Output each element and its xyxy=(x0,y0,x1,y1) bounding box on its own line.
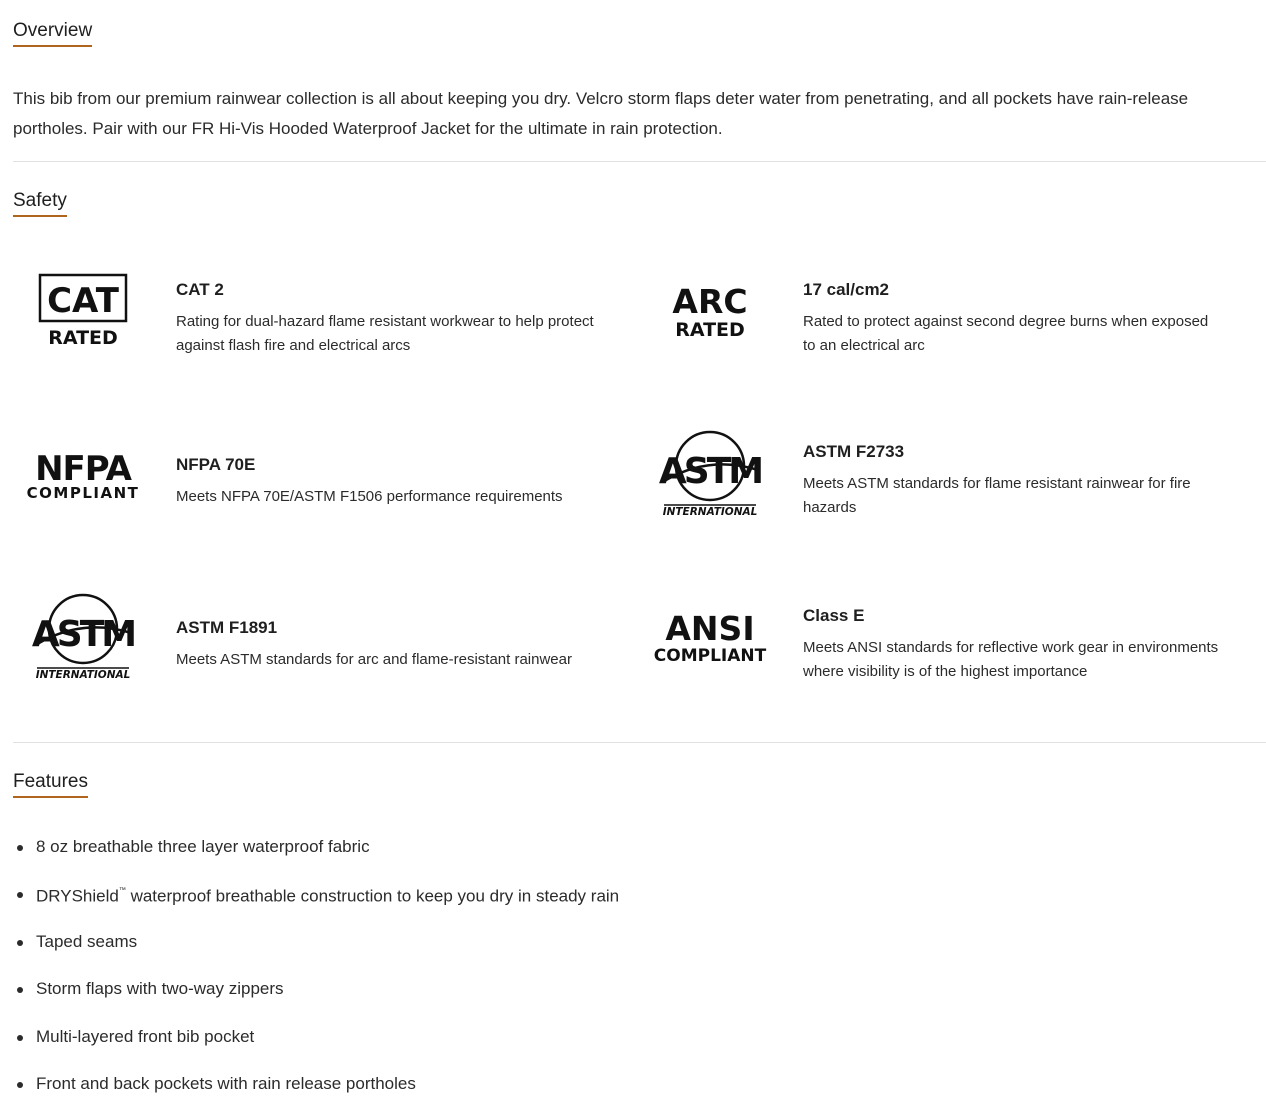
trademark-mark: ™ xyxy=(118,887,126,895)
list-item: Front and back pockets with rain release portholes xyxy=(13,1069,619,1110)
safety-item-astm-f1891 xyxy=(13,583,613,693)
svg-text:CAT: CAT xyxy=(47,281,119,321)
arc-rated-icon xyxy=(640,260,780,370)
safety-item-cat xyxy=(13,260,613,370)
bullet-icon xyxy=(17,1082,23,1088)
astm-international-icon xyxy=(640,420,780,530)
svg-text:ARC: ARC xyxy=(672,282,748,321)
divider xyxy=(13,742,1266,743)
safety-title: ASTM F2733 xyxy=(803,442,905,461)
svg-text:ASTM: ASTM xyxy=(31,614,135,655)
safety-description: Meets ASTM standards for flame resistant rainwear for fire hazards xyxy=(803,475,1191,516)
safety-description: Meets NFPA 70E/ASTM F1506 performance requirements xyxy=(176,488,563,505)
ansi-compliant-icon xyxy=(640,583,780,693)
safety-item-arc xyxy=(640,260,1240,370)
safety-description: Rating for dual-hazard flame resistant workwear to help protect against flash fire and electrical arcs xyxy=(176,313,594,354)
svg-text:INTERNATIONAL: INTERNATIONAL xyxy=(35,669,131,681)
safety-description: Meets ASTM standards for arc and flame-resistant rainwear xyxy=(176,651,572,668)
astm-international-icon xyxy=(13,583,153,693)
safety-item-ansi xyxy=(640,583,1240,693)
safety-title: CAT 2 xyxy=(176,280,224,299)
safety-title: NFPA 70E xyxy=(176,455,256,474)
safety-description: Meets ANSI standards for reflective work gear in environments where visibility is of the highest importance xyxy=(803,639,1219,680)
safety-title: ASTM F1891 xyxy=(176,618,278,637)
features-heading[interactable]: Features xyxy=(13,771,88,798)
overview-text: This bib from our premium rainwear collection is all about keeping you dry. Velcro storm flaps deter water from penetrating, and all pockets have rain-release portholes. Pair with our FR Hi-Vis Hooded Waterproof Jacket for the ultimate in rain protection. xyxy=(13,89,1189,138)
svg-text:INTERNATIONAL: INTERNATIONAL xyxy=(662,506,758,518)
list-item: DRYShield™ waterproof breathable construction to keep you dry in steady rain xyxy=(13,879,619,926)
bullet-icon xyxy=(17,940,23,946)
safety-title: 17 cal/cm2 xyxy=(803,280,890,299)
bullet-icon xyxy=(17,845,23,851)
list-item: Taped seams xyxy=(13,927,619,974)
safety-item-astm-f2733 xyxy=(640,420,1240,530)
bullet-icon xyxy=(17,987,23,993)
safety-title: Class E xyxy=(803,606,865,625)
svg-text:ASTM: ASTM xyxy=(658,451,762,492)
features-list xyxy=(13,832,619,1110)
svg-text:COMPLIANT: COMPLIANT xyxy=(653,646,767,666)
svg-text:RATED: RATED xyxy=(675,319,745,341)
svg-text:ANSI: ANSI xyxy=(665,609,755,648)
svg-text:NFPA: NFPA xyxy=(35,449,131,489)
safety-heading[interactable]: Safety xyxy=(13,190,67,217)
nfpa-compliant-icon xyxy=(13,420,153,530)
svg-text:COMPLIANT: COMPLIANT xyxy=(26,484,140,502)
divider xyxy=(13,161,1266,162)
list-item: Multi-layered front bib pocket xyxy=(13,1022,619,1069)
overview-heading[interactable]: Overview xyxy=(13,20,92,47)
bullet-icon xyxy=(17,892,23,898)
cat-rated-icon xyxy=(13,260,153,370)
svg-text:RATED: RATED xyxy=(48,327,118,349)
bullet-icon xyxy=(17,1035,23,1041)
safety-description: Rated to protect against second degree burns when exposed to an electrical arc xyxy=(803,313,1209,354)
list-item: Storm flaps with two-way zippers xyxy=(13,974,619,1021)
list-item: 8 oz breathable three layer waterproof fabric xyxy=(13,832,619,879)
safety-item-nfpa xyxy=(13,420,613,530)
